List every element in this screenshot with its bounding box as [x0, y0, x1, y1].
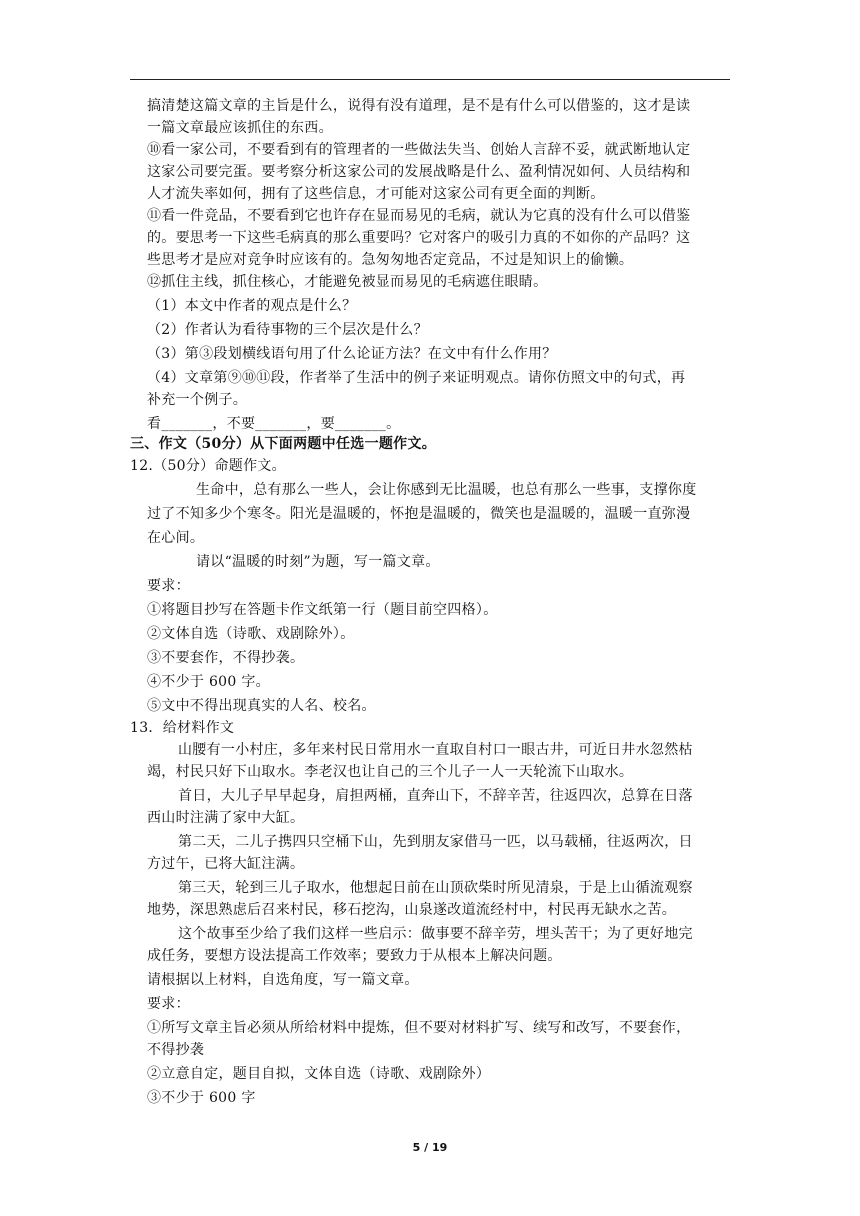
text-line: ①所写文章主旨必须从所给材料中提炼，但不要对材料扩写、续写和改写，不要套作，: [147, 1020, 691, 1036]
text-line: （3）第③段划横线语句用了什么论证方法？在文中有什么作用？: [147, 346, 557, 362]
text-line: ③不要套作，不得抄袭。: [147, 650, 305, 666]
text-line: ⑪看一件竞品，不要看到它也许存在显而易见的毛病，就认为它真的没有什么可以借鉴: [147, 208, 691, 224]
text-line: ⑩看一家公司，不要看到有的管理者的一些做法失当、创始人言辞不妥，就武断地认定: [147, 142, 691, 158]
text-line: 这个故事至少给了我们这样一些启示：做事要不辞辛劳，埋头苦干；为了更好地完: [178, 926, 693, 942]
text-line: 些思考才是应对竞争时应该有的。急匆匆地否定竞品，不过是知识上的偷懒。: [147, 252, 634, 268]
text-line: 看_______，不要_______，要_______。: [147, 416, 401, 432]
text-line: 这家公司要完蛋。要考察分析这家公司的发展战略是什么、盈利情况如何、人员结构和: [147, 164, 691, 180]
text-line: 第二天，二儿子携四只空桶下山，先到朋友家借马一匹，以马载桶，往返两次，日: [178, 834, 693, 850]
text-line: 成任务，要想方设法提高工作效率；要致力于从根本上解决问题。: [147, 948, 562, 964]
text-line: 一篇文章最应该抓住的东西。: [147, 120, 333, 136]
text-line: 山腰有一小村庄，多年来村民日常用水一直取自村口一眼古井，可近日井水忽然枯: [178, 742, 693, 758]
text-line: 人才流失率如何，拥有了这些信息，才可能对这家公司有更全面的判断。: [147, 186, 605, 202]
text-line: 搞清楚这篇文章的主旨是什么，说得有没有道理，是不是有什么可以借鉴的，这才是读: [147, 98, 691, 114]
text-line: （2）作者认为看待事物的三个层次是什么？: [147, 322, 428, 338]
text-line: 要求：: [147, 578, 190, 594]
text-line: 过了不知多少个寒冬。阳光是温暖的，怀抱是温暖的，微笑也是温暖的，温暖一直弥漫: [147, 506, 691, 522]
page-number: 5 / 19: [412, 1141, 448, 1154]
text-line: 首日，大儿子早早起身，肩担两桶，直奔山下，不辞辛苦，往返四次，总算在日落: [178, 788, 693, 804]
text-line: 生命中，总有那么一些人，会让你感到无比温暖，也总有那么一些事，支撑你度: [196, 482, 697, 498]
text-line: （1）本文中作者的观点是什么？: [147, 298, 357, 314]
text-line: ②立意自定，题目自拟，文体自选（诗歌、戏剧除外）: [147, 1066, 491, 1082]
text-line: 在心间。: [147, 530, 205, 546]
text-line: 不得抄袭: [147, 1042, 205, 1058]
text-line: 第三天，轮到三儿子取水，他想起日前在山顶砍柴时所见清泉，于是上山循流观察: [178, 880, 693, 896]
text-line: ①将题目抄写在答题卡作文纸第一行（题目前空四格）。: [147, 602, 498, 618]
text-line: 要求：: [147, 996, 190, 1012]
text-line: ④不少于 600 字。: [147, 674, 270, 690]
text-line: 12.（50分）命题作文。: [130, 458, 286, 474]
text-line: 的。要思考一下这些毛病真的那么重要吗？它对客户的吸引力真的不如你的产品吗？这: [147, 230, 691, 246]
text-line: 竭，村民只好下山取水。李老汉也让自己的三个儿子一人一天轮流下山取水。: [147, 764, 634, 780]
header-rule: [130, 79, 730, 80]
text-line: 方过午，已将大缸注满。: [147, 856, 305, 872]
text-line: 三、作文（50分）从下面两题中任选一题作文。: [130, 436, 437, 452]
text-line: 13．给材料作文: [130, 720, 235, 736]
text-line: 补充一个例子。: [147, 392, 248, 408]
text-line: 地势，深思熟虑后召来村民，移石挖沟，山泉遂改道流经村中，村民再无缺水之苦。: [147, 902, 677, 918]
text-line: ③不少于 600 字: [147, 1090, 256, 1106]
text-line: ⑫抓住主线，抓住核心，才能避免被显而易见的毛病遮住眼睛。: [147, 274, 548, 290]
text-line: （4）文章第⑨⑩⑪段，作者举了生活中的例子来证明观点。请你仿照文中的句式，再: [147, 370, 686, 386]
text-line: 请以“温暖的时刻”为题，写一篇文章。: [196, 554, 440, 570]
text-line: 西山时注满了家中大缸。: [147, 810, 305, 826]
text-line: ②文体自选（诗歌、戏剧除外）。: [147, 626, 355, 642]
text-line: 请根据以上材料，自选角度，写一篇文章。: [147, 972, 419, 988]
text-line: ⑤文中不得出现真实的人名、校名。: [147, 698, 376, 714]
